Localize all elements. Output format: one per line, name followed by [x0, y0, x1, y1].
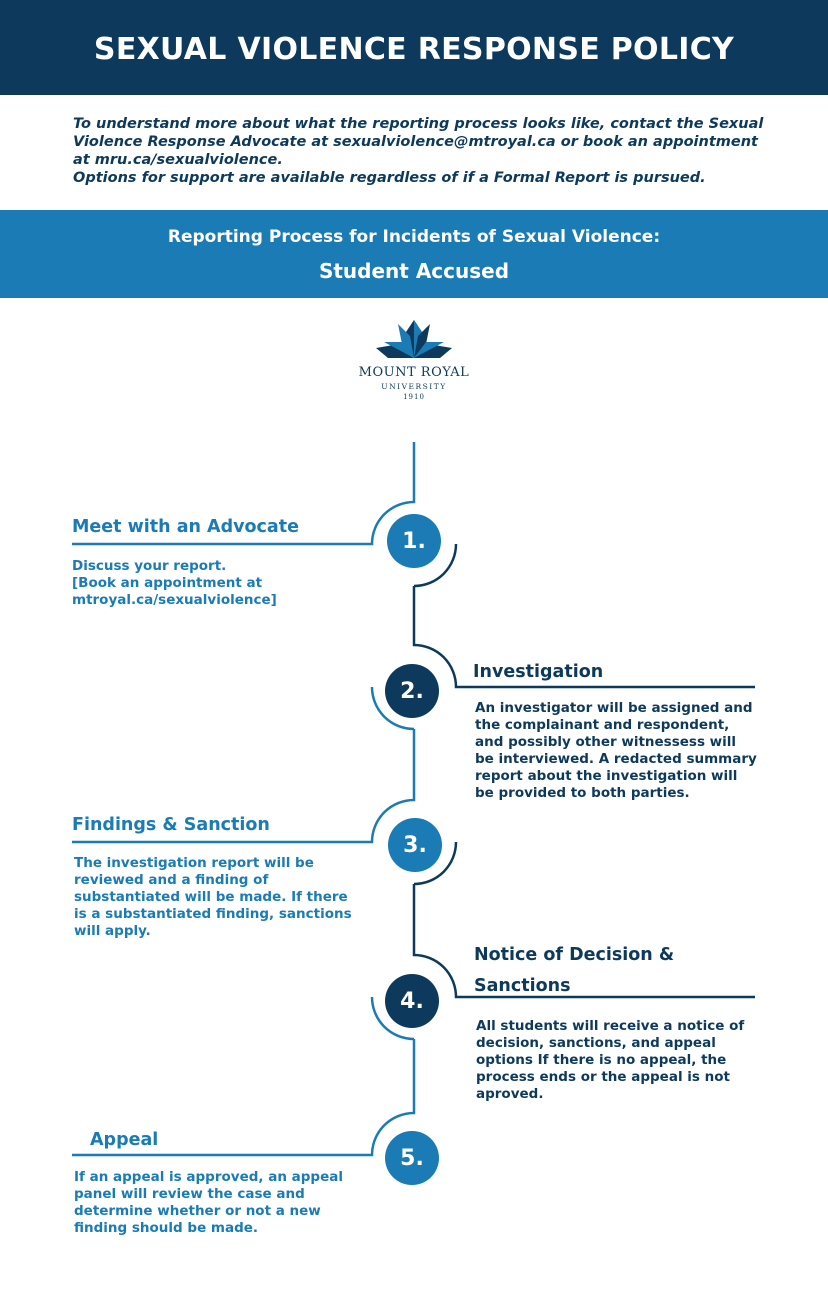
intro-contact-text: To understand more about what the reporting process looks like, contact the Sexual Violence Response Advocate at sexualviolence@mtroyal.ca or book an appointment at mru.ca/sexualviolence.	[73, 116, 764, 168]
step-3-title: Findings & Sanction	[72, 815, 270, 835]
process-title: Student Accused	[318, 259, 510, 283]
step-5-title: Appeal	[90, 1130, 159, 1150]
step-4-title	[474, 940, 674, 1002]
step-1-title: Meet with an Advocate	[72, 517, 299, 537]
step-3-description: The investigation report will be reviewed and a finding of substantiated will be made. If there is a substantiated finding, sanctions will apply.	[74, 855, 352, 939]
step-5-number: 5.	[385, 1131, 439, 1185]
intro-support-text: Options for support are available regardless of if a Formal Report is pursued.	[73, 170, 706, 186]
step-4-title-line: Sanctions	[474, 976, 571, 996]
step-1-description	[72, 558, 332, 609]
step-1-description-line: Discuss your report.	[72, 558, 227, 574]
logo-name: MOUNT ROYAL	[358, 365, 470, 380]
step-4-title-line: Notice of Decision &	[474, 945, 675, 965]
step-3-number: 3.	[388, 818, 442, 872]
step-2-description: An investigator will be assigned and the complainant and respondent, and possibly other witnessess will be interviewed. A redacted summary report about the investigation will be provided to both parties.	[475, 700, 757, 801]
step-4-number: 4.	[385, 974, 439, 1028]
step-5-description: If an appeal is approved, an appeal panel will review the case and determine whether or not a new finding should be made.	[74, 1169, 343, 1236]
step-1-description-link: [Book an appointment at mtroyal.ca/sexualviolence]	[72, 575, 277, 608]
logo-university: UNIVERSITY	[381, 382, 447, 391]
step-2-title: Investigation	[473, 662, 604, 682]
step-2-number: 2.	[385, 664, 439, 718]
process-subtitle: Reporting Process for Incidents of Sexual Violence:	[167, 227, 661, 247]
page-title: SEXUAL VIOLENCE RESPONSE POLICY	[93, 32, 735, 67]
logo-year: 1910	[403, 393, 425, 401]
step-1-number: 1.	[387, 514, 441, 568]
step-4-description: All students will receive a notice of decision, sanctions, and appeal options If there is no appeal, the process ends or the appeal is not aproved.	[476, 1018, 745, 1102]
